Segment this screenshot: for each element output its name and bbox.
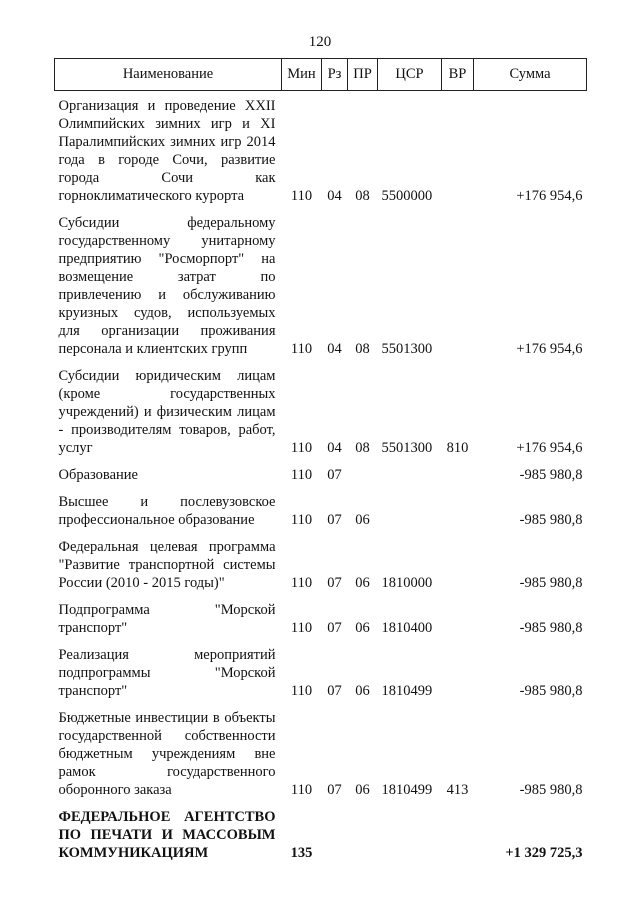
row-csr: 5500000 <box>381 188 433 204</box>
row-pr: 06 <box>355 575 370 591</box>
row-rz: 07 <box>327 467 342 483</box>
row-sum: +176 954,6 <box>516 341 583 357</box>
row-sum: -985 980,8 <box>519 683 583 699</box>
row-sum: +176 954,6 <box>516 440 583 456</box>
row-vr: 413 <box>446 782 469 798</box>
row-rz: 07 <box>327 683 342 699</box>
row-rz: 04 <box>327 440 342 456</box>
table-row <box>55 637 587 700</box>
row-pr: 06 <box>355 782 370 798</box>
row-rz: 07 <box>327 782 342 798</box>
row-name: Субсидии юридическим лицам (кроме государственных учреждений) и физическим лицам - производителям товаров, работ, услуг <box>58 368 276 456</box>
row-pr: 06 <box>355 683 370 699</box>
row-name: Высшее и послевузовское профессиональное образование <box>58 494 276 528</box>
row-csr: 5501300 <box>381 440 433 456</box>
row-name: ФЕДЕРАЛЬНОЕ АГЕНТСТВО ПО ПЕЧАТИ И МАССОВЫМ КОММУНИКАЦИЯМ <box>58 809 276 861</box>
table-row <box>55 457 587 484</box>
row-min: 110 <box>290 620 313 636</box>
table-row <box>55 592 587 637</box>
row-name: Подпрограмма "Морской транспорт" <box>58 602 276 636</box>
table-row <box>55 529 587 592</box>
row-csr: 1810400 <box>381 620 433 636</box>
row-min: 110 <box>290 467 313 483</box>
page-number: 120 <box>308 34 332 50</box>
row-name: Реализация мероприятий подпрограммы "Морской транспорт" <box>58 647 276 699</box>
row-name: Бюджетные инвестиции в объекты государственной собственности бюджетным учреждениям вне рамок государственного оборонного заказа <box>58 710 276 798</box>
row-vr: 810 <box>446 440 469 456</box>
row-vr <box>442 592 474 637</box>
header-min: Мин <box>282 59 322 91</box>
row-min: 110 <box>290 782 313 798</box>
row-min: 110 <box>290 683 313 699</box>
row-pr <box>348 457 378 484</box>
table-row <box>55 91 587 206</box>
row-pr: 06 <box>355 512 370 528</box>
header-csr: ЦСР <box>378 59 442 91</box>
row-vr <box>442 529 474 592</box>
row-sum: -985 980,8 <box>519 620 583 636</box>
row-csr <box>378 457 442 484</box>
row-vr <box>442 205 474 358</box>
table-row <box>55 205 587 358</box>
row-pr: 08 <box>355 188 370 204</box>
row-min: 110 <box>290 575 313 591</box>
row-min: 110 <box>290 440 313 456</box>
row-csr <box>378 799 442 862</box>
budget-table <box>54 58 587 862</box>
row-rz: 07 <box>327 575 342 591</box>
row-sum: -985 980,8 <box>519 467 583 483</box>
row-csr: 5501300 <box>381 341 433 357</box>
row-pr: 06 <box>355 620 370 636</box>
row-vr <box>442 457 474 484</box>
row-csr <box>378 484 442 529</box>
row-name: Федеральная целевая программа "Развитие транспортной системы России (2010 - 2015 годы)" <box>58 539 276 591</box>
row-rz: 04 <box>327 341 342 357</box>
table-row <box>55 700 587 799</box>
row-sum: +176 954,6 <box>516 188 583 204</box>
row-sum: -985 980,8 <box>519 512 583 528</box>
row-pr: 08 <box>355 440 370 456</box>
header-sum: Сумма <box>474 59 587 91</box>
header-vr: ВР <box>442 59 474 91</box>
row-csr: 1810499 <box>381 683 433 699</box>
table-row-agency <box>55 799 587 862</box>
row-sum: -985 980,8 <box>519 575 583 591</box>
header-name: Наименование <box>55 59 282 91</box>
header-pr: ПР <box>348 59 378 91</box>
table-row <box>55 358 587 457</box>
row-name: Субсидии федеральному государственному унитарному предприятию "Росморпорт" на возмещение затрат по привлечению и обслуживанию круизных судов, используемых для организации проживания персонала и клиентских групп <box>58 215 276 357</box>
row-name: Организация и проведение XXII Олимпийских зимних игр и XI Паралимпийских зимних игр 2014 года в городе Сочи, развитие города Сочи как горноклиматического курорта <box>58 98 276 204</box>
row-min: 110 <box>290 341 313 357</box>
row-rz: 04 <box>327 188 342 204</box>
row-pr: 08 <box>355 341 370 357</box>
row-pr <box>348 799 378 862</box>
table-row <box>55 484 587 529</box>
row-vr <box>442 484 474 529</box>
row-min: 110 <box>290 512 313 528</box>
row-csr: 1810499 <box>381 782 433 798</box>
row-csr: 1810000 <box>381 575 433 591</box>
row-rz: 07 <box>327 620 342 636</box>
row-sum: -985 980,8 <box>519 782 583 798</box>
row-vr <box>442 91 474 206</box>
row-sum: +1 329 725,3 <box>505 845 583 861</box>
row-name: Образование <box>58 467 138 483</box>
row-rz: 07 <box>327 512 342 528</box>
table-header-row <box>55 59 587 91</box>
row-vr <box>442 637 474 700</box>
header-rz: Рз <box>322 59 348 91</box>
row-rz <box>322 799 348 862</box>
row-min: 110 <box>290 188 313 204</box>
row-vr <box>442 799 474 862</box>
row-min: 135 <box>290 845 313 861</box>
